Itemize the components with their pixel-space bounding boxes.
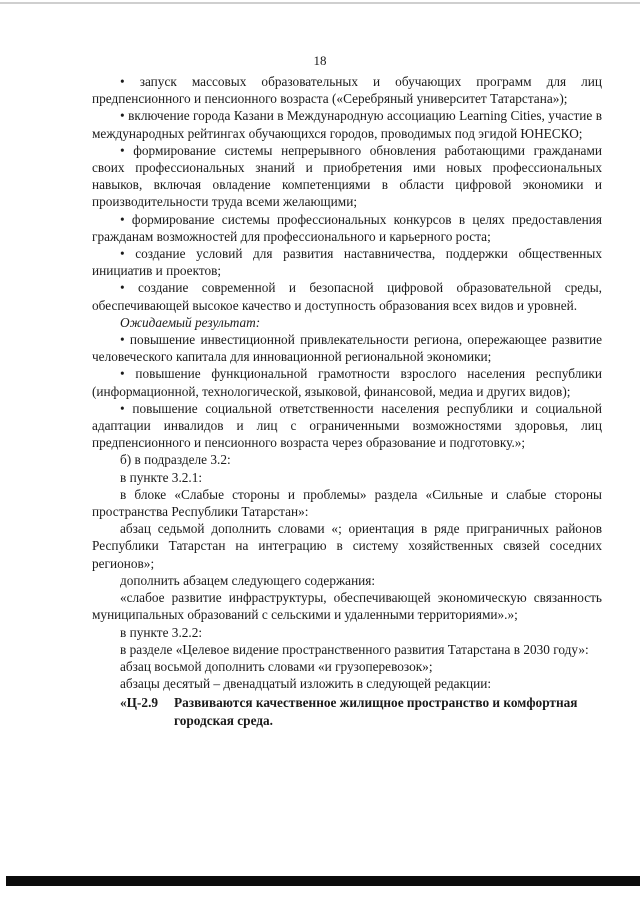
paragraph: • формирование системы непрерывного обновления работающими гражданами своих профессиональных знаний и приобретения ими новых профессиональных навыков, включая овладение компетенциями в области цифровой экономики и производительности труда всеми желающими; bbox=[92, 142, 602, 210]
bottom-scan-bar bbox=[6, 876, 640, 886]
heading-title: Развиваются качественное жилищное пространство и комфортная городская среда. bbox=[174, 695, 578, 728]
paragraph: • повышение инвестиционной привлекательности региона, опережающее развитие человеческого капитала для инновационной региональной экономики; bbox=[92, 332, 602, 365]
paragraph: абзацы десятый – двенадцатый изложить в следующей редакции: bbox=[120, 676, 492, 692]
paragraph: абзац восьмой дополнить словами «и грузоперевозок»; bbox=[120, 658, 433, 674]
paragraph: б) в подразделе 3.2: bbox=[120, 452, 231, 468]
paragraph: • создание условий для развития наставничества, поддержки общественных инициатив и проектов; bbox=[92, 246, 602, 279]
heading-code: «Ц-2.9 bbox=[120, 695, 159, 711]
page-number: 18 bbox=[313, 53, 327, 68]
paragraph: • формирование системы профессиональных конкурсов в целях предоставления гражданам возможностей для профессионального и карьерного роста; bbox=[92, 211, 602, 244]
paragraph: • запуск массовых образовательных и обучающих программ для лиц предпенсионного и пенсионного возраста («Серебряный университет Татарстана»); bbox=[92, 74, 602, 107]
paragraph: • повышение социальной ответственности населения республики и социальной адаптации инвалидов и лиц с ограниченными возможностями здоровья, лиц предпенсионного и пенсионного возраста через образование и подготовку.»; bbox=[92, 400, 602, 451]
paragraph: в пункте 3.2.2: bbox=[120, 624, 203, 640]
section-heading bbox=[92, 694, 602, 728]
top-scan-line bbox=[0, 2, 640, 4]
paragraph: дополнить абзацем следующего содержания: bbox=[120, 572, 376, 588]
expected-result-label: Ожидаемый результат: bbox=[120, 314, 261, 330]
paragraph: в разделе «Целевое видение пространственного развития Татарстана в 2030 году»: bbox=[120, 641, 589, 657]
paragraph: • включение города Казани в Международную ассоциацию Learning Cities, участие в международных рейтингах обучающихся городов, проводимых под эгидой ЮНЕСКО; bbox=[92, 108, 602, 141]
paragraph: абзац седьмой дополнить словами «; ориентация в ряде приграничных районов Республики Татарстан на интеграцию в систему хозяйственных связей соседних регионов»; bbox=[92, 521, 602, 571]
paragraph: в пункте 3.2.1: bbox=[120, 469, 203, 485]
document-body bbox=[92, 73, 602, 729]
paragraph: • повышение функциональной грамотности взрослого населения республики (информационной, технологической, языковой, финансовой, медиа и других видов); bbox=[92, 366, 602, 399]
paragraph: в блоке «Слабые стороны и проблемы» раздела «Сильные и слабые стороны пространства Республики Татарстан»: bbox=[92, 486, 602, 520]
paragraph: «слабое развитие инфраструктуры, обеспечивающей экономическую связанность муниципальных образований с сельскими и удаленными территориями».»; bbox=[92, 590, 602, 623]
paragraph: • создание современной и безопасной цифровой образовательной среды, обеспечивающей высокое качество и доступность образования всех видов и уровней. bbox=[92, 280, 602, 313]
